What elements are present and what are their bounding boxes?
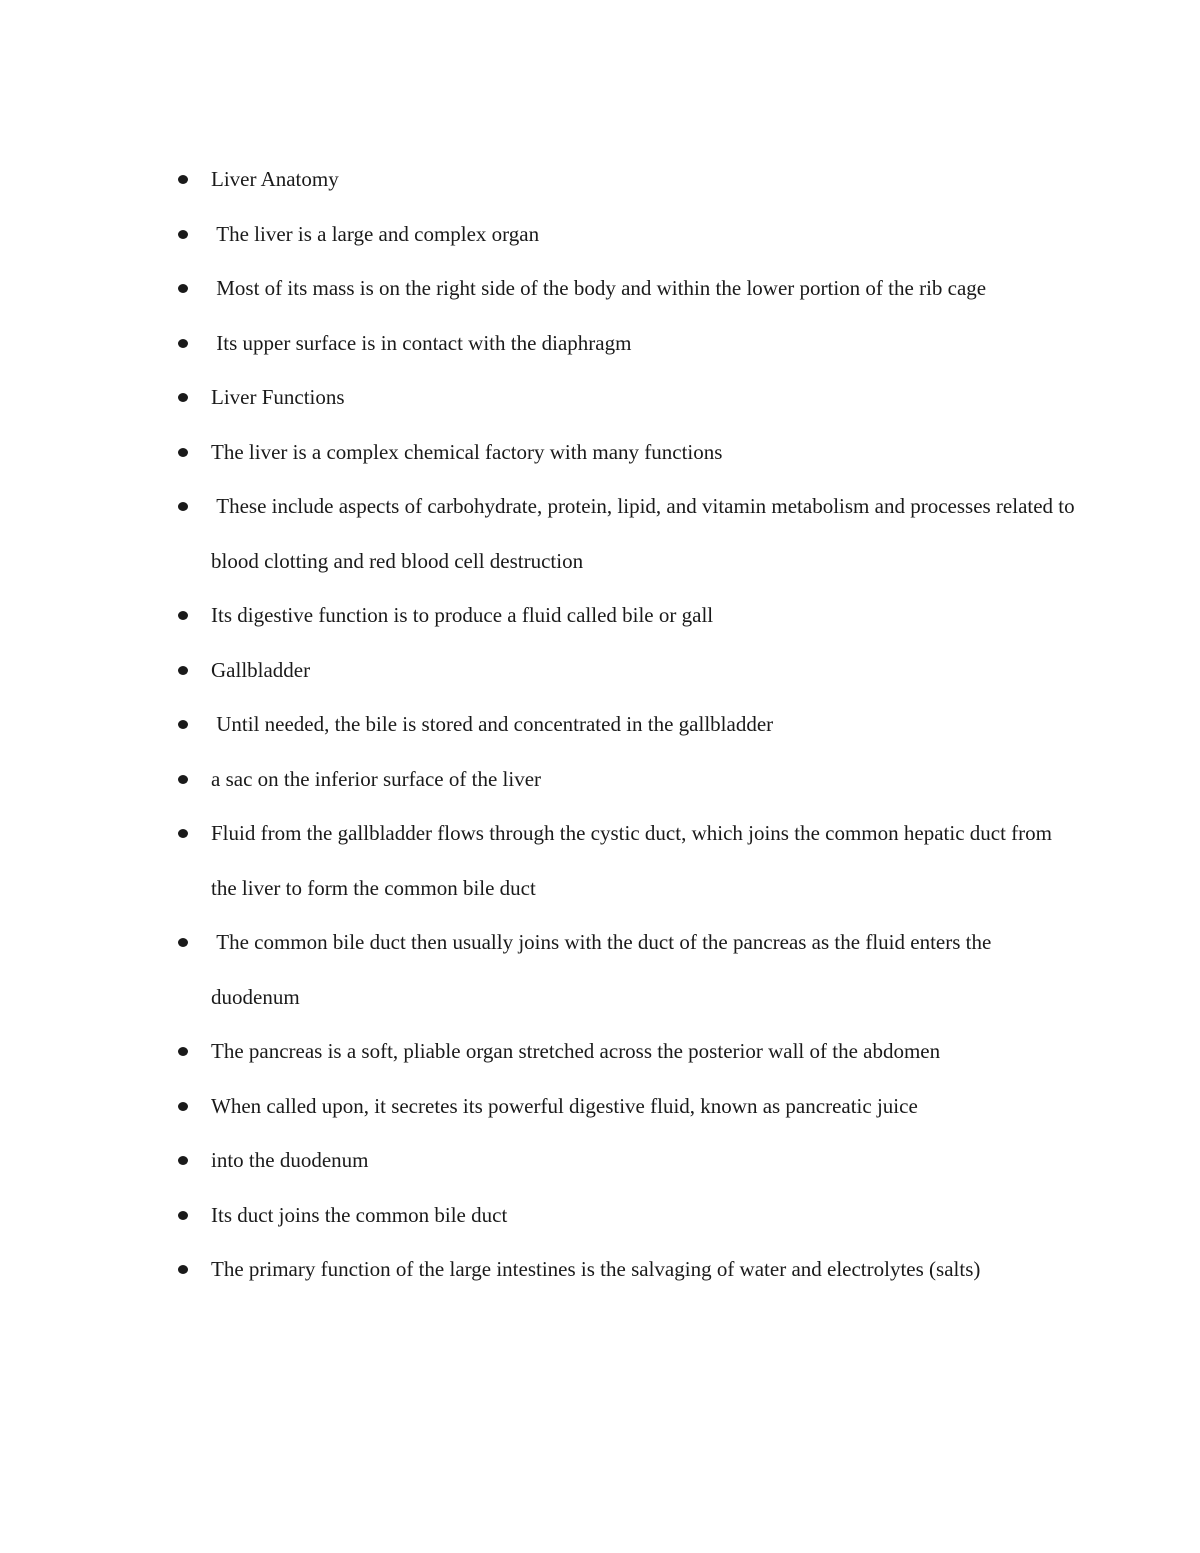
bullet-icon — [178, 175, 188, 184]
list-item-text: Most of its mass is on the right side of the body and within the lower portion of the rib cage — [211, 276, 987, 300]
list-item — [176, 1079, 1076, 1134]
list-item — [176, 479, 1080, 588]
bullet-icon — [178, 666, 188, 675]
bullet-icon — [178, 1102, 188, 1111]
list-item-text: a sac on the inferior surface of the liver — [211, 766, 542, 791]
bullet-icon — [178, 448, 188, 457]
bullet-icon — [178, 1047, 188, 1056]
list-item-text: The common bile duct then usually joins with the duct of the pancreas as the fluid enters the duodenum — [211, 930, 997, 1009]
list-item — [176, 370, 1076, 425]
bullet-icon — [178, 720, 188, 729]
list-item — [176, 1188, 1076, 1243]
bullet-icon — [178, 230, 188, 239]
list-item-text: The primary function of the large intestines is the salvaging of water and electrolytes (salts) — [211, 1257, 981, 1281]
list-item-text: The liver is a large and complex organ — [211, 221, 540, 246]
list-item — [176, 1133, 1076, 1188]
list-item-text: into the duodenum — [211, 1148, 369, 1172]
list-item-text: Its duct joins the common bile duct — [211, 1202, 508, 1227]
bullet-icon — [178, 1156, 188, 1165]
list-item — [176, 643, 1076, 698]
bullet-icon — [178, 938, 188, 947]
list-item — [176, 1242, 1076, 1297]
list-item-text: Gallbladder — [211, 657, 311, 682]
list-item — [176, 261, 1076, 316]
bullet-icon — [178, 1211, 188, 1220]
bullet-icon — [178, 775, 188, 784]
list-item-text: Its upper surface is in contact with the diaphragm — [211, 330, 632, 355]
list-item — [176, 152, 1076, 207]
list-item — [176, 752, 1076, 807]
list-item — [176, 1024, 1076, 1079]
bullet-list — [176, 152, 1080, 1297]
list-item — [176, 316, 1076, 371]
bullet-icon — [178, 393, 188, 402]
bullet-icon — [178, 1265, 188, 1274]
bullet-icon — [178, 284, 188, 293]
list-item-text: The liver is a complex chemical factory with many functions — [211, 439, 723, 464]
list-item-text: The pancreas is a soft, pliable organ stretched across the posterior wall of the abdomen — [211, 1039, 941, 1063]
list-item — [176, 915, 1076, 1024]
list-item-text: These include aspects of carbohydrate, protein, lipid, and vitamin metabolism and processes related to blood clotting and red blood cell destruction — [211, 494, 1080, 573]
list-item — [176, 697, 1076, 752]
list-item-text: Liver Anatomy — [211, 167, 339, 191]
bullet-icon — [178, 829, 188, 838]
list-item-text: Liver Functions — [211, 385, 345, 409]
bullet-icon — [178, 502, 188, 511]
list-item — [176, 207, 1076, 262]
bullet-icon — [178, 339, 188, 348]
list-item — [176, 425, 1076, 480]
list-item-text: When called upon, it secretes its powerful digestive fluid, known as pancreatic juice — [211, 1093, 918, 1118]
list-item-text: Fluid from the gallbladder flows through the cystic duct, which joins the common hepatic duct from the liver to form the common bile duct — [211, 821, 1052, 900]
list-item-text: Its digestive function is to produce a fluid called bile or gall — [211, 603, 714, 627]
list-item-text: Until needed, the bile is stored and concentrated in the gallbladder — [211, 712, 774, 736]
list-item — [176, 806, 1076, 915]
list-item — [176, 588, 1076, 643]
bullet-icon — [178, 611, 188, 620]
